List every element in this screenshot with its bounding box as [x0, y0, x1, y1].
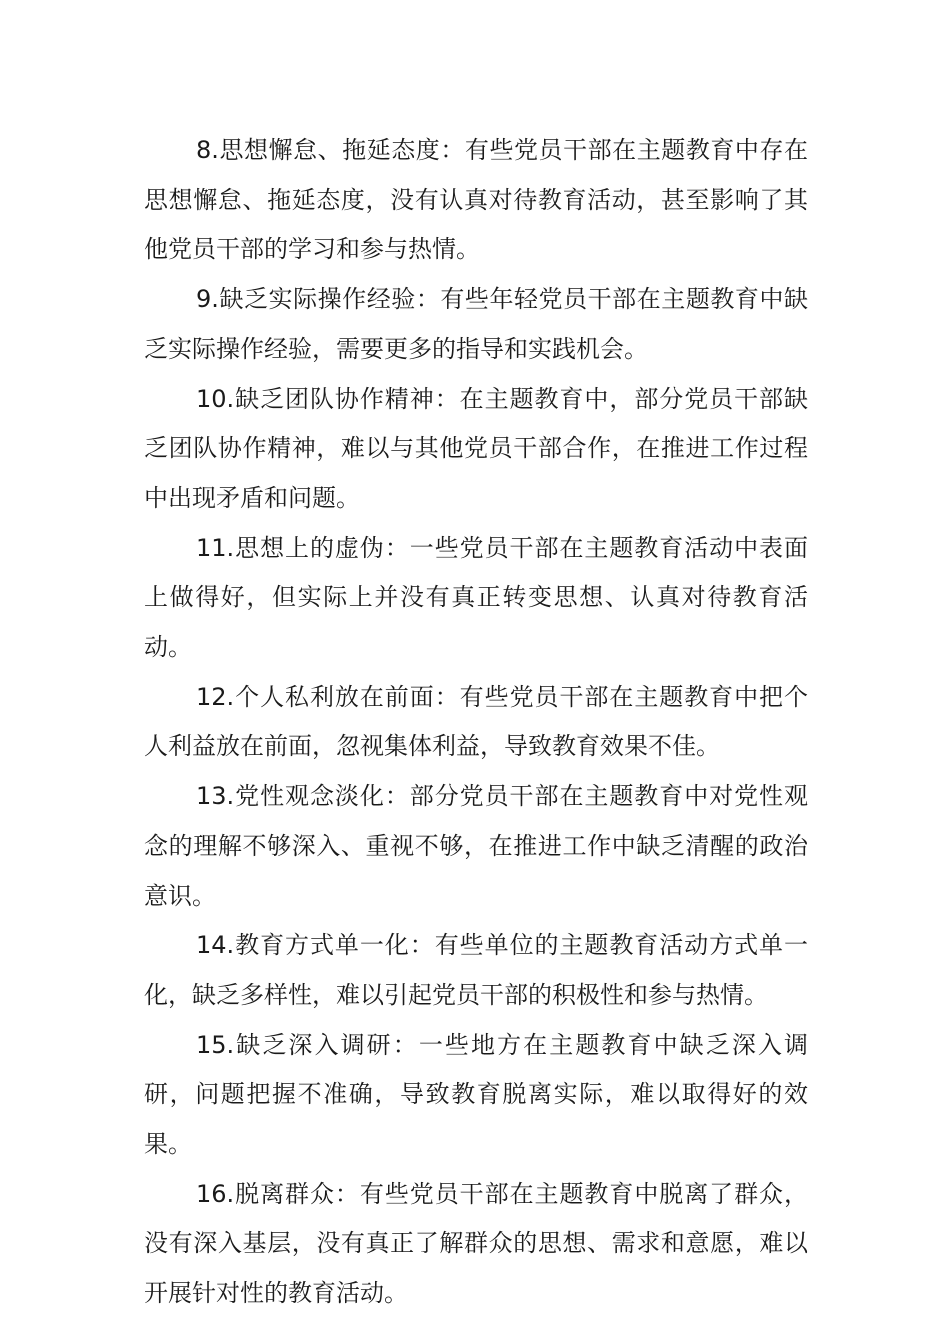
- item-separator: ：: [434, 682, 460, 711]
- item-text: 部分党员干部在主题教育中对党性观念的理解不够深入、重视不够，在推进工作中缺乏清醒的政治意识。: [144, 782, 809, 910]
- item-separator: ：: [334, 1179, 360, 1208]
- item-separator: ：: [409, 931, 435, 960]
- item-heading: 14.教育方式单一化: [196, 931, 410, 960]
- paragraph-item-11: [144, 524, 808, 673]
- item-text: 有些党员干部在主题教育中存在思想懈怠、拖延态度，没有认真对待教育活动，甚至影响了其他党员干部的学习和参与热情。: [144, 136, 808, 264]
- paragraph-item-9: [144, 275, 808, 374]
- item-heading: 11.思想上的虚伪: [196, 533, 385, 562]
- item-heading: 13.党性观念淡化: [196, 782, 385, 811]
- item-text: 有些党员干部在主题教育中脱离了群众，没有深入基层，没有真正了解群众的思想、需求和意愿，难以开展针对性的教育活动。: [144, 1179, 809, 1308]
- paragraph-item-13: [144, 772, 808, 921]
- item-text: 在主题教育中，部分党员干部缺乏团队协作精神，难以与其他党员干部合作，在推进工作过程中出现矛盾和问题。: [144, 384, 809, 512]
- paragraph-item-8: [144, 126, 808, 275]
- paragraph-item-14: [144, 921, 808, 1020]
- paragraph-item-12: [144, 673, 808, 772]
- item-heading: 16.脱离群众: [196, 1179, 335, 1208]
- item-heading: 10.缺乏团队协作精神: [196, 384, 435, 413]
- item-heading: 12.个人私利放在前面: [196, 682, 435, 711]
- item-separator: ：: [384, 533, 410, 562]
- paragraph-item-16: [144, 1170, 808, 1319]
- item-text: 有些年轻党员干部在主题教育中缺乏实际操作经验，需要更多的指导和实践机会。: [144, 285, 808, 363]
- item-heading: 9.缺乏实际操作经验: [196, 285, 416, 314]
- item-text: 有些党员干部在主题教育中把个人利益放在前面，忽视集体利益，导致教育效果不佳。: [144, 682, 809, 761]
- item-separator: ：: [440, 136, 465, 164]
- paragraph-item-15: [144, 1021, 808, 1170]
- item-separator: ：: [384, 782, 410, 811]
- item-heading: 15.缺乏深入调研: [196, 1030, 393, 1059]
- item-separator: ：: [392, 1030, 419, 1059]
- item-heading: 8.思想懈怠、拖延态度: [196, 136, 441, 164]
- document-body: [144, 126, 808, 1319]
- item-text: 有些单位的主题教育活动方式单一化，缺乏多样性，难以引起党员干部的积极性和参与热情。: [144, 931, 809, 1009]
- item-text: 一些党员干部在主题教育活动中表面上做得好，但实际上并没有真正转变思想、认真对待教育活动。: [144, 533, 809, 662]
- item-separator: ：: [415, 285, 441, 314]
- item-separator: ：: [434, 384, 460, 413]
- paragraph-item-10: [144, 375, 808, 524]
- item-text: 一些地方在主题教育中缺乏深入调研，问题把握不准确，导致教育脱离实际，难以取得好的效果。: [144, 1030, 809, 1159]
